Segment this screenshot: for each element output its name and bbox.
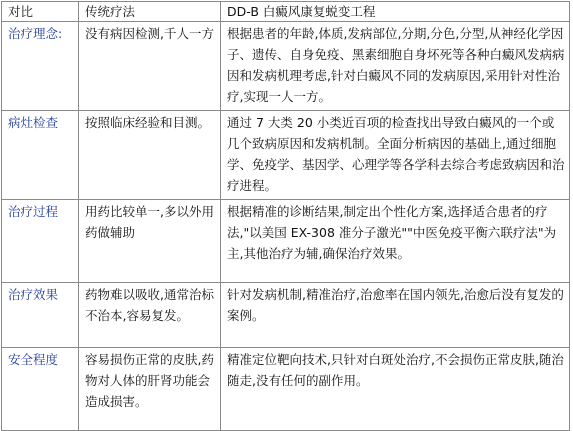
table-row [2,111,570,200]
table-row [2,200,570,283]
header-compare: 对比 [2,2,79,22]
row-category: 安全程度 [2,348,79,431]
traditional-cell: 药物难以吸收,通常治标不治本,容易复发。 [79,283,221,348]
ddb-cell: 根据患者的年龄,体质,发病部位,分期,分色,分型,从神经化学因子、遗传、自身免疫、黑素细胞自身坏死等各种白癜风发病病因和发病机理考虑,针对白癜风不同的发病原因,采用针对性治疗,实现一人一方。 [221,22,570,111]
comparison-table [1,1,570,431]
table-corner-mark [1,418,5,421]
table-row [2,348,570,431]
row-category: 治疗效果 [2,283,79,348]
ddb-cell: 根据精准的诊断结果,制定出个性化方案,选择适合患者的疗法,"以美国 EX-308 准分子激光""中医免疫平衡六联疗法"为主,其他治疗为辅,确保治疗效果。 [221,200,570,283]
ddb-cell: 精准定位靶向技术,只针对白斑处治疗,不会损伤正常皮肤,随治随走,没有任何的副作用。 [221,348,570,431]
table-header-row [2,2,570,22]
row-category: 病灶检查 [2,111,79,200]
row-category: 治疗理念: [2,22,79,111]
traditional-cell: 用药比较单一,多以外用药做辅助 [79,200,221,283]
table-row [2,283,570,348]
row-category: 治疗过程 [2,200,79,283]
header-traditional: 传统疗法 [79,2,221,22]
ddb-cell: 针对发病机制,精准治疗,治愈率在国内领先,治愈后没有复发的案例。 [221,283,570,348]
table-row [2,22,570,111]
header-ddb: DD-B 白癜风康复蜕变工程 [221,2,570,22]
traditional-cell: 容易损伤正常的皮肤,药物对人体的肝肾功能会造成损害。 [79,348,221,431]
ddb-cell: 通过 7 大类 20 小类近百项的检查找出导致白癜风的一个或几个致病原因和发病机制。全面分析病因的基础上,通过细胞学、免疫学、基因学、心理学等各学科去综合考虑致病因和治疗进程。 [221,111,570,200]
traditional-cell: 没有病因检测,千人一方 [79,22,221,111]
traditional-cell: 按照临床经验和目测。 [79,111,221,200]
